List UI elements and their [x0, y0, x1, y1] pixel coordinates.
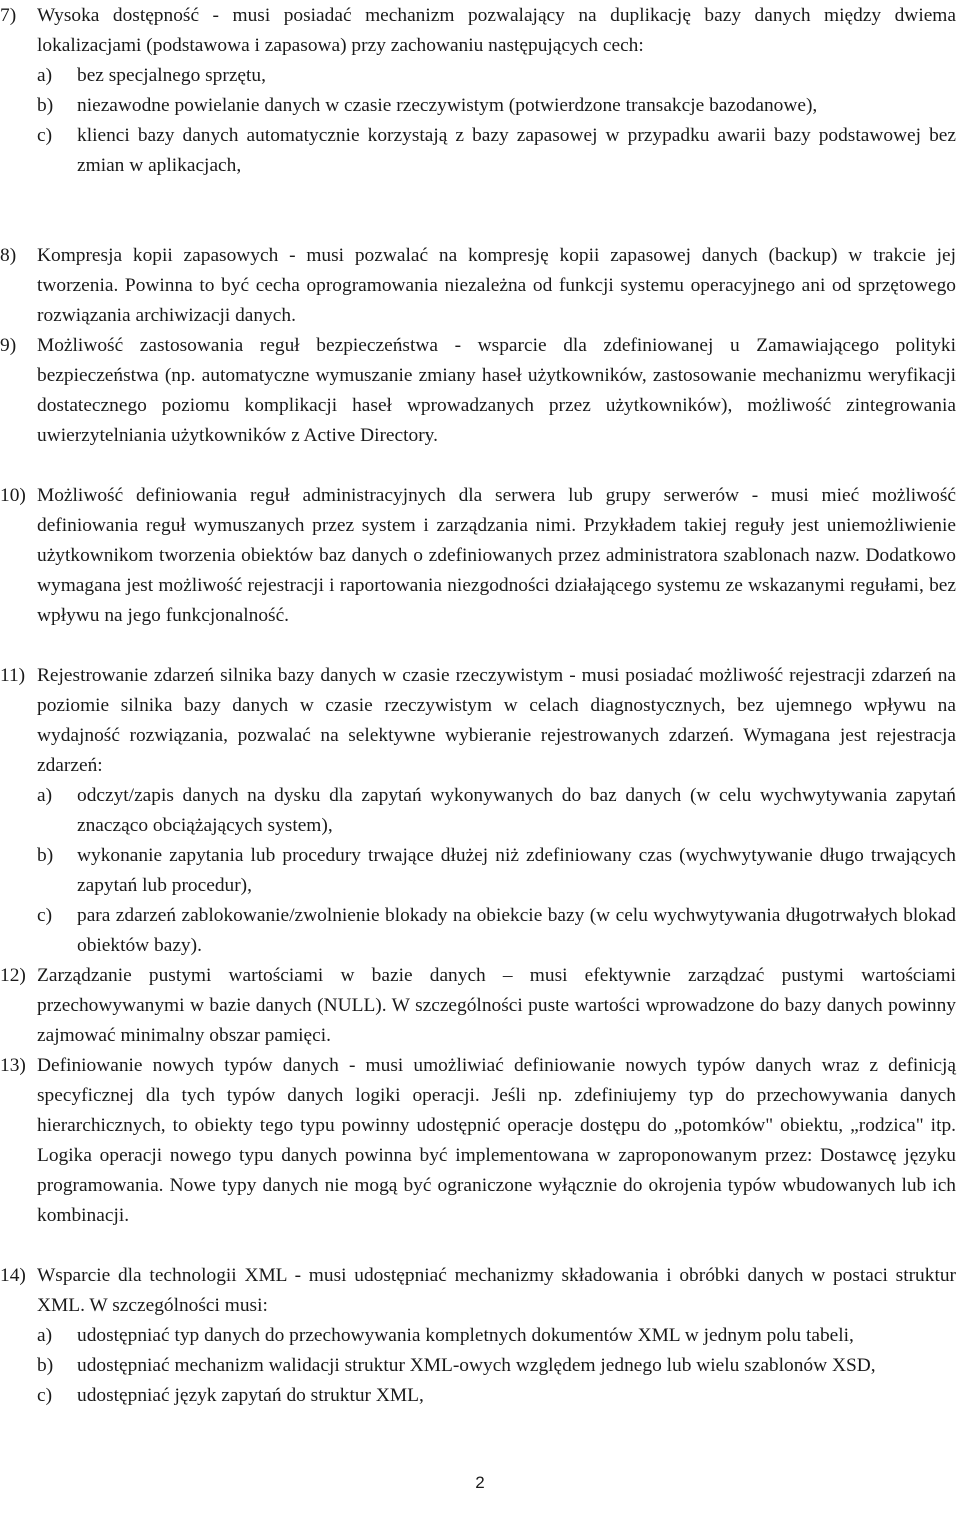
item-number: 7): [0, 5, 17, 26]
list-item-12: [0, 961, 956, 1051]
sub-item-text: wykonanie zapytania lub procedury trwające dłużej niż zdefiniowany czas (wychwytywanie długo trwających zapytań lub procedur),: [77, 845, 956, 896]
list-item-13: [0, 1051, 956, 1231]
sub-item-b: [37, 1351, 956, 1381]
sub-item-label: a): [37, 785, 53, 806]
sub-item-a: [37, 1321, 956, 1351]
item-text: Kompresja kopii zapasowych - musi pozwalać na kompresję kopii zapasowej danych (backup) w trakcie jej tworzenia. Powinna to być cecha oprogramowania niezależna od funkcji systemu operacyjnego ani od sprzętowego rozwiązania archiwizacji danych.: [37, 245, 956, 326]
sub-item-text: bez specjalnego sprzętu,: [77, 65, 266, 86]
item-number: 14): [0, 1265, 26, 1286]
list-item-10: [0, 481, 956, 631]
page-number: 2: [475, 1473, 485, 1492]
sub-item-text: odczyt/zapis danych na dysku dla zapytań wykonywanych do baz danych (w celu wychwytywania zapytań znacząco obciążających system),: [77, 785, 956, 836]
sub-item-label: c): [37, 1385, 53, 1406]
sub-item-text: niezawodne powielanie danych w czasie rzeczywistym (potwierdzone transakcje bazodanowe),: [77, 95, 818, 116]
item-text: Wysoka dostępność - musi posiadać mechanizm pozwalający na duplikację bazy danych między dwiema lokalizacjami (podstawowa i zapasowa) przy zachowaniu następujących cech:: [37, 5, 956, 56]
sub-item-a: [37, 781, 956, 841]
item-text: Zarządzanie pustymi wartościami w bazie danych – musi efektywnie zarządzać pustymi wartościami przechowywanymi w bazie danych (NULL). W szczególności puste wartości wprowadzone do bazy danych powinny zajmować minimalny obszar pamięci.: [37, 965, 956, 1046]
item-text: Wsparcie dla technologii XML - musi udostępniać mechanizmy składowania i obróbki danych w postaci struktur XML. W szczególności musi:: [37, 1265, 956, 1316]
sub-item-label: a): [37, 1325, 53, 1346]
list-item-9: [0, 331, 956, 451]
sub-item-label: a): [37, 65, 53, 86]
sub-item-b: [37, 841, 956, 901]
sub-item-b: [37, 91, 956, 121]
item-text: Definiowanie nowych typów danych - musi umożliwiać definiowanie nowych typów danych wraz z definicją specyficznej dla tych typów danych logiki operacji. Jeśli np. zdefiniujemy typ do przechowywania danych hierarchicznych, to obiekty tego typu powinny udostępnić operacje dostępu do „potomków" obiektu, „rodzica" itp. Logika operacji nowego typu danych powinna być implementowana w zaproponowanym przez: Dostawcę języku programowania. Nowe typy danych nie mogą być ograniczone wyłącznie do okrojenia typów wbudowanych lub ich kombinacji.: [37, 1055, 956, 1226]
item-number: 8): [0, 245, 17, 266]
sub-item-text: klienci bazy danych automatycznie korzystają z bazy zapasowej w przypadku awarii bazy podstawowej bez zmian w aplikacjach,: [77, 125, 956, 176]
sub-item-c: [37, 1381, 956, 1411]
item-text: Możliwość definiowania reguł administracyjnych dla serwera lub grupy serwerów - musi mieć możliwość definiowania reguł wymuszanych przez system i zarządzania nimi. Przykładem takiej reguły jest uniemożliwienie użytkownikom tworzenia obiektów baz danych o zdefiniowanych przez administratora szablonach nazw. Dodatkowo wymagana jest możliwość rejestracji i raportowania niezgodności działającego systemu ze wskazanymi regułami, bez wpływu na jego funkcjonalność.: [37, 485, 956, 626]
sub-item-c: [37, 121, 956, 181]
sub-item-label: b): [37, 845, 54, 866]
item-text: Rejestrowanie zdarzeń silnika bazy danych w czasie rzeczywistym - musi posiadać możliwość rejestracji zdarzeń na poziomie silnika bazy danych w czasie rzeczywistym w celach diagnostycznych, bez ujemnego wpływu na wydajność rozwiązania, pozwalać na selektywne wybieranie rejestrowanych zdarzeń. Wymagana jest rejestracja zdarzeń:: [37, 665, 956, 776]
list-item-7: [0, 1, 956, 181]
list-item-14: [0, 1261, 956, 1411]
list-item-8: [0, 241, 956, 331]
item-number: 13): [0, 1055, 26, 1076]
sub-item-label: b): [37, 95, 54, 116]
item-number: 9): [0, 335, 17, 356]
item-number: 10): [0, 485, 26, 506]
sub-item-text: udostępniać mechanizm walidacji struktur XML-owych względem jednego lub wielu szablonów XSD,: [77, 1355, 876, 1376]
list-item-11: [0, 661, 956, 961]
sub-item-c: [37, 901, 956, 961]
sub-item-label: c): [37, 125, 53, 146]
sub-item-text: para zdarzeń zablokowanie/zwolnienie blokady na obiekcie bazy (w celu wychwytywania długotrwałych blokad obiektów bazy).: [77, 905, 956, 956]
sub-item-text: udostępniać typ danych do przechowywania kompletnych dokumentów XML w jednym polu tabeli,: [77, 1325, 854, 1346]
sub-item-label: b): [37, 1355, 54, 1376]
item-number: 12): [0, 965, 26, 986]
sub-item-label: c): [37, 905, 53, 926]
sub-item-a: [37, 61, 956, 91]
item-text: Możliwość zastosowania reguł bezpieczeństwa - wsparcie dla zdefiniowanej u Zamawiającego polityki bezpieczeństwa (np. automatyczne wymuszanie zmiany haseł użytkowników, zastosowanie mechanizmu weryfikacji dostatecznego poziomu komplikacji haseł wprowadzanych przez użytkowników), możliwość zintegrowania uwierzytelniania użytkowników z Active Directory.: [37, 335, 956, 446]
sub-item-text: udostępniać język zapytań do struktur XML,: [77, 1385, 424, 1406]
item-number: 11): [0, 665, 26, 686]
